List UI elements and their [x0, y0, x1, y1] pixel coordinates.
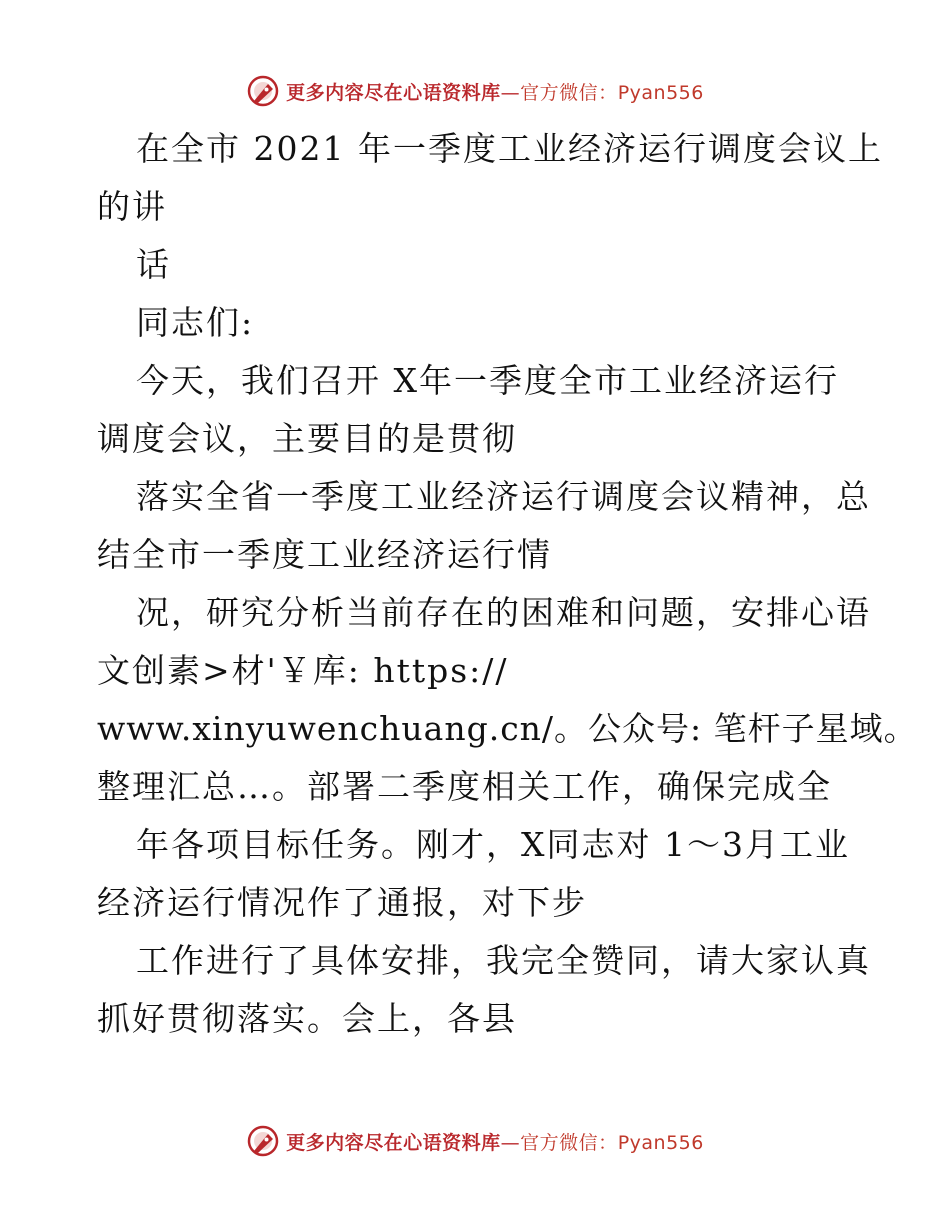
- header-banner: [0, 71, 950, 111]
- paragraph-line: 文创素>材'￥库: https://: [97, 651, 509, 690]
- paragraph-line: 结全市一季度工业经济运行情: [97, 535, 552, 574]
- footer-banner: [0, 1121, 950, 1161]
- paragraph-line: www.xinyuwenchuang.cn/。公众号: 笔杆子星域。: [97, 709, 918, 748]
- footer-banner-text: [286, 1128, 704, 1155]
- footer-wechat-label: 官方微信：: [520, 1131, 618, 1154]
- pen-nib-logo-icon: [246, 1124, 280, 1158]
- paragraph-line: 调度会议，主要目的是贯彻: [97, 419, 517, 458]
- header-wechat-label: 官方微信：: [520, 81, 618, 104]
- paragraph-line: 抓好贯彻落实。会上，各县: [97, 999, 517, 1038]
- paragraph-line: 整理汇总…。部署二季度相关工作，确保完成全: [97, 767, 832, 806]
- footer-brand-text: 更多内容尽在心语资料库: [286, 1131, 501, 1154]
- pen-nib-logo-icon: [246, 74, 280, 108]
- footer-separator: —: [500, 1131, 521, 1154]
- header-wechat-id: Pyan556: [617, 81, 704, 104]
- title-line-2: 的讲: [97, 187, 167, 226]
- header-separator: —: [500, 81, 521, 104]
- paragraph-line: 落实全省一季度工业经济运行调度会议精神，总: [136, 477, 871, 516]
- title-line-1: 在全市 2021 年一季度工业经济运行调度会议上: [136, 129, 883, 168]
- header-banner-text: [286, 78, 704, 105]
- paragraph-line: 今天，我们召开 X年一季度全市工业经济运行: [136, 361, 839, 400]
- title-line-3: 话: [136, 245, 171, 284]
- footer-wechat-id: Pyan556: [617, 1131, 704, 1154]
- paragraph-line: 况，研究分析当前存在的困难和问题，安排心语: [136, 593, 871, 632]
- paragraph-line: 工作进行了具体安排，我完全赞同，请大家认真: [136, 941, 871, 980]
- salutation: 同志们:: [136, 303, 255, 342]
- header-brand-text: 更多内容尽在心语资料库: [286, 81, 501, 104]
- paragraph-line: 年各项目标任务。刚才，X同志对 1～3月工业: [136, 825, 850, 864]
- paragraph-line: 经济运行情况作了通报，对下步: [97, 883, 587, 922]
